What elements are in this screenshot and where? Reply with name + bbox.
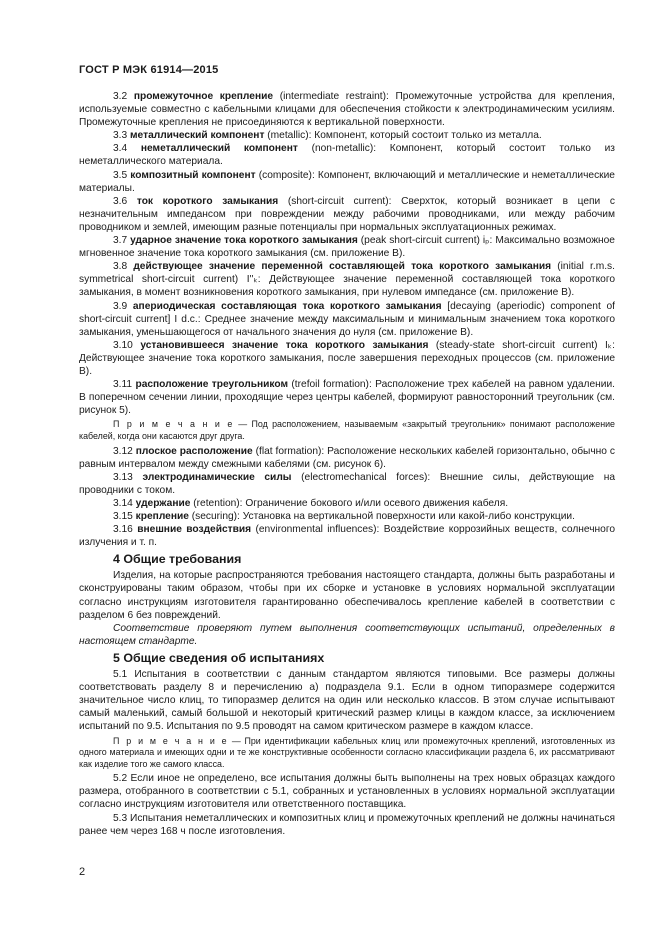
definition-3-2: 3.2 промежуточное крепление (intermediate restraint): Промежуточные устройства для крепления, используемые совместно с кабельными клицами для обеспечения стойкости к электродинамическим усилиям. Промежуточные крепления не присоединяются к вертикальной поверхности. xyxy=(79,91,615,129)
section-5-3: 5.3 Испытания неметаллических и композитных клиц и промежуточных креплений не должны начинаться ранее чем через 168 ч после изготовления. xyxy=(79,812,615,837)
definition-3-4: 3.4 неметаллический компонент (non-metallic): Компонент, который состоит только из неметаллического материала. xyxy=(79,143,615,168)
document-page xyxy=(79,64,615,838)
definition-3-9: 3.9 апериодическая составляющая тока короткого замыкания [decaying (aperiodic) component of short-circuit current] I d.c.: Среднее значение между максимальным и минимальным значением тока короткого замыкания, уменьшающегося от начального значения до нуля (см. приложение В). xyxy=(79,300,615,338)
definition-3-12: 3.12 плоское расположение (flat formation): Расположение нескольких кабелей горизонтально, обычно с равным интервалом между смежными кабелями (см. рисунок 6). xyxy=(79,445,615,470)
definition-3-15: 3.15 крепление (securing): Установка на вертикальной поверхности или какой-либо конструкции. xyxy=(113,511,575,522)
section-5-title: 5 Общие сведения об испытаниях xyxy=(113,650,325,665)
definition-3-13: 3.13 электродинамические силы (electromechanical forces): Внешние силы, действующие на проводники с током. xyxy=(79,471,615,496)
definition-3-10: 3.10 установившееся значение тока короткого замыкания (steady-state short-circuit current) Iₖ: Действующее значение тока короткого замыкания, после завершения переходных процессов (см. приложение В). xyxy=(79,339,615,377)
section-4-title: 4 Общие требования xyxy=(113,552,242,567)
definition-3-8: 3.8 действующее значение переменной составляющей тока короткого замыкания (initial r.m.s. symmetrical short-circuit current) I''ₖ: Действующее значение переменной составляющей тока короткого замыкания, в момент возникновения короткого замыкания, при нулевом импедансе (см. приложение В). xyxy=(79,261,615,299)
note-3-11: П р и м е ч а н и е — Под расположением, называемым «закрытый треугольник» понимают расположение кабелей, когда они касаются друг друга. xyxy=(79,419,615,441)
note-5-1: П р и м е ч а н и е — При идентификации кабельных клиц или промежуточных креплений, изготовленных из одного материала и имеющих одни и те же конструктивные особенности согласно классификации раздела 6, их рассматривают как изделие того же самого класса. xyxy=(79,735,615,769)
definition-3-3: 3.3 металлический компонент (metallic): Компонент, который состоит только из металла. xyxy=(113,130,542,142)
section-5-2: 5.2 Если иное не определено, все испытания должны быть выполнены на трех новых образцах каждого размера, отобранного в соответствии с 5.1, собранных и установленных в условиях нормальной эксплуатации согласно инструкциям изготовителя или ответственного поставщика. xyxy=(79,773,615,811)
definition-3-5: 3.5 композитный компонент (composite): Компонент, включающий и металлические и неметаллические материалы. xyxy=(79,169,615,194)
section-4-compliance: Соответствие проверяют путем выполнения соответствующих испытаний, определенных в настоящем стандарте. xyxy=(79,622,615,647)
definition-3-7: 3.7 ударное значение тока короткого замыкания (peak short-circuit current) iₚ: Максимально возможное мгновенное значение тока короткого замыкания (см. приложение В). xyxy=(79,235,615,260)
definition-3-14: 3.14 удержание (retention): Ограничение бокового и/или осевого движения кабеля. xyxy=(113,497,509,509)
page-number: 2 xyxy=(79,866,86,878)
definition-3-11: 3.11 расположение треугольником (trefoil formation): Расположение трех кабелей на равном удалении. В поперечном сечении линии, проходящие через центры кабелей, формируют равносторонний треугольник (см. рисунок 5). xyxy=(79,379,615,417)
section-4-paragraph: Изделия, на которые распространяются требования настоящего стандарта, должны быть разработаны и сконструированы таким образом, чтобы при их сборке и установке в условиях нормальной эксплуатации согласно инструкциям изготовителя гарантированно обеспечивалось крепление кабелей в соответствии с разделом 6 без повреждений. xyxy=(79,570,615,621)
document-body xyxy=(79,90,615,838)
document-header: ГОСТ Р МЭК 61914—2015 xyxy=(79,64,219,76)
definition-3-6: 3.6 ток короткого замыкания (short-circuit current): Сверхток, который возникает в цепи с незначительным импедансом при повреждении между рабочими проводниками, или между рабочим проводником и землей, имеющим разные потенциалы при нормальных эксплуатационных режимах. xyxy=(79,195,615,233)
section-5-1: 5.1 Испытания в соответствии с данным стандартом являются типовыми. Все размеры должны соответствовать разделу 8 и перечислению а) подраздела 9.1. Если в одном типоразмере содержится значительное число клиц, то типоразмер делится на один или несколько классов. В этом случае испытывают самый маленький, самый большой и некоторый критический размер клицы в каждом классе, за исключением испытаний по 9.5. Испытания по 9.5 проводят на самом критическом размере в каждом классе. xyxy=(79,669,615,733)
definition-3-16: 3.16 внешние воздействия (environmental influences): Воздействие коррозийных веществ, солнечного излучения и т. п. xyxy=(79,524,615,549)
